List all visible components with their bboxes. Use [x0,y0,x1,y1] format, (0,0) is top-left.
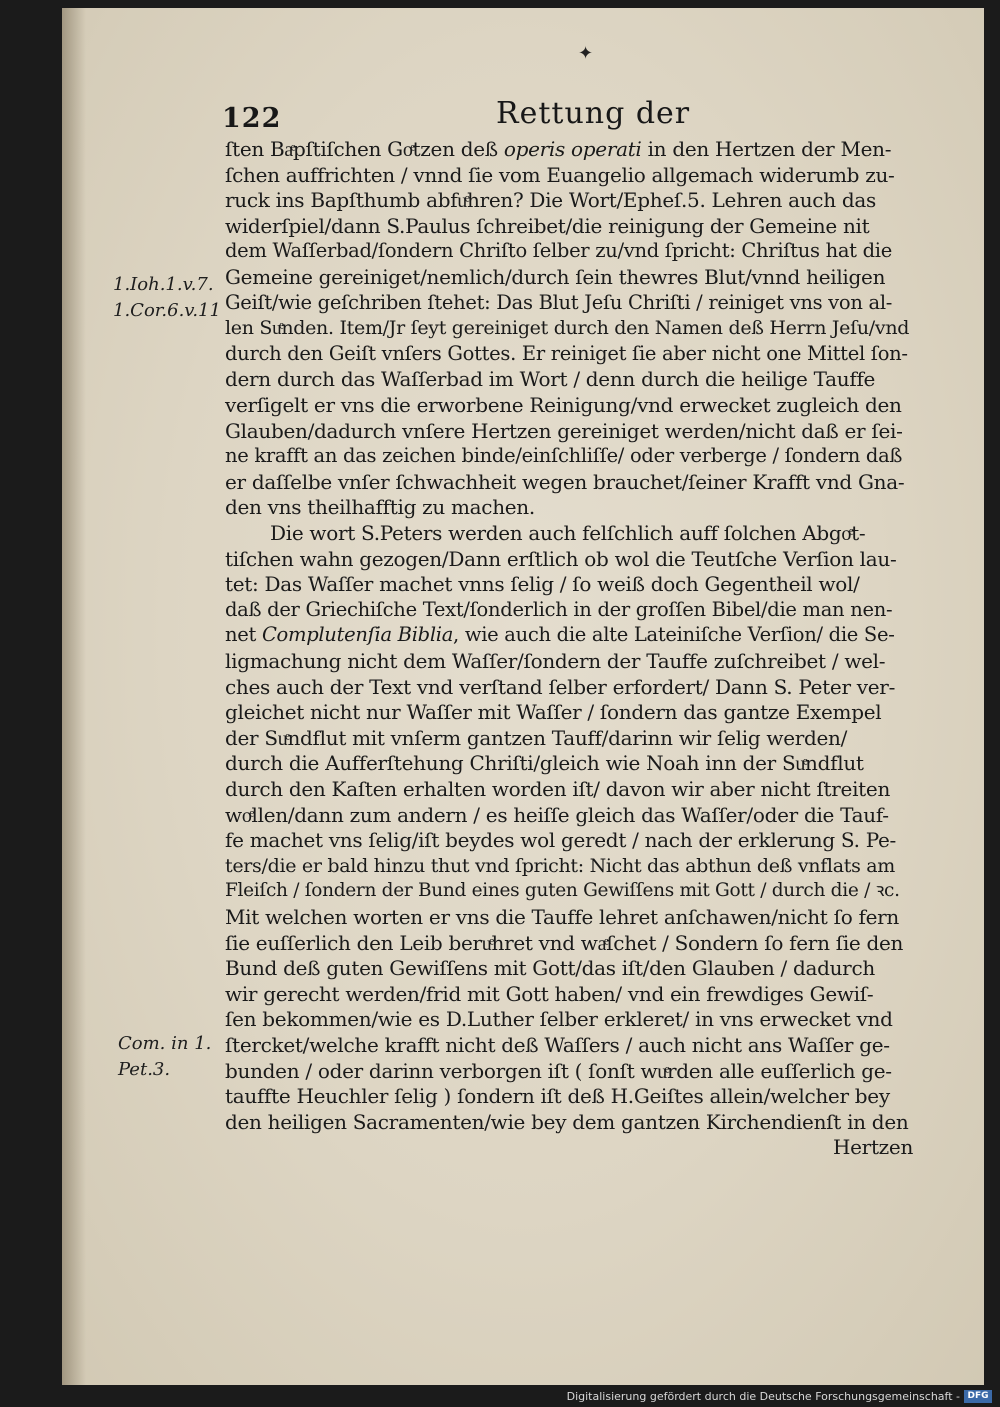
text-line: daß der Griechiſche Text/ſonderlich in der groſſen Bibel/die man nen- [225,597,893,621]
text-line: Mit welchen worten er vns die Tauffe lehret anſchawen/nicht ſo fern [225,905,899,929]
text-line: durch den Kaſten erhalten worden iſt/ davon wir aber nicht ſtreiten [225,777,891,801]
text-line: durch den Geiſt vnſers Gottes. Er reiniget ſie aber nicht one Mittel ſon- [225,341,908,365]
marginal-note: Pet.3. [118,1059,171,1080]
text-line: dern durch das Waſſerbad im Wort / denn durch die heilige Tauffe [225,367,876,392]
text-line: gleichet nicht nur Waſſer mit Waſſer / ſondern das gantze Exempel [225,700,882,725]
text-line: ſen bekommen/wie es D.Luther ſelber erkleret/ in vns erwecket vnd [225,1007,893,1032]
text-line: bunden / oder darinn verborgen iſt ( ſonſt wuͤrden alle euſſerlich ge- [225,1058,892,1083]
text-line: len Suͤnden. Item/Jr ſeyt gereiniget durch den Namen deß Herrn Jeſu/vnd [225,317,910,340]
text-line: tiſchen wahn gezogen/Dann erſtlich ob wol die Teutſche Verſion lau- [225,546,897,571]
text-line: Geiſt/wie geſchriben ſtehet: Das Blut Jeſu Chriſti / reiniget vns von al- [225,290,893,314]
text-line: ligmachung nicht dem Waſſer/ſondern der Tauffe zuſchreibet / wel- [225,649,886,673]
text-line: ruck ins Bapſthumb abfuͤhren? Die Wort/Epheſ.5. Lehren auch das [225,188,876,213]
ornament-mark: ✦ [578,43,594,64]
catchword: Hertzen [833,1135,914,1160]
text-line: widerſpiel/dann S.Paulus ſchreibet/die reinigung der Gemeine nit [225,213,870,238]
text-line: net Complutenſia Biblia, wie auch die alte Lateiniſche Verſion/ die Se- [225,623,895,647]
text-line: verſigelt er vns die erworbene Reinigung/vnd erwecket zugleich den [225,393,902,417]
text-line: wir gerecht werden/frid mit Gott haben/ vnd ein frewdiges Gewiſ- [225,981,874,1006]
text-line: ters/die er bald hinzu thut vnd ſpricht: Nicht das abthun deß vnflats am [225,854,895,877]
text-line: Fleiſch / ſondern der Bund eines guten Gewiſſens mit Gott / durch die / ꝛc. [225,880,900,902]
text-line: Gemeine gereiniget/nemlich/durch ſein thewres Blut/vnnd heiligen [225,265,886,289]
marginal-note: 1.Cor.6.v.11 [113,300,221,321]
text-line: ſie euſſerlich den Leib beruͤhret vnd waͤſchet / Sondern ſo fern ſie den [225,930,904,955]
text-line: Bund deß guten Gewiſſens mit Gott/das iſt/den Glauben / dadurch [225,956,875,981]
text-line: ſten Baͤpſtiſchen Goͤtzen deß operis operati in den Hertzen der Men- [225,137,892,161]
text-line: tauffte Heuchler ſelig ) ſondern iſt deß H.Geiſtes allein/welcher bey [225,1084,890,1109]
text-line: ſtercket/welche krafft nicht deß Waſſers / auch nicht ans Waſſer ge- [225,1033,890,1057]
marginal-note: Com. in 1. [118,1033,212,1054]
text-line: dem Waſſerbad/ſondern Chriſto ſelber zu/vnd ſpricht: Chriſtus hat die [225,239,892,263]
text-line: er daſſelbe vnſer ſchwachheit wegen brauchet/ſeiner Krafft vnd Gna- [225,469,905,494]
text-line: ne krafft an das zeichen binde/einſchliſſe/ oder verberge / ſondern daß [225,444,903,468]
text-line: Die wort S.Peters werden auch felſchlich auff ſolchen Abgoͤt- [270,521,866,545]
footer-bar [0,1388,1000,1407]
text-line: ſchen auffrichten / vnnd ſie vom Euangelio allgemach widerumb zu- [225,162,895,187]
text-line: ches auch der Text vnd verſtand ſelber erfordert/ Dann S. Peter ver- [225,674,896,699]
text-line: den vns theilhafftig zu machen. [225,495,535,520]
dfg-logo: DFG [964,1390,992,1403]
page-gutter-shadow [62,8,86,1385]
marginal-note: 1.Ioh.1.v.7. [113,274,214,295]
page-number: 122 [222,103,282,134]
text-line: Glauben/dadurch vnſere Hertzen gereiniget werden/nicht daß er ſei- [225,418,903,443]
text-line: tet: Das Waſſer machet vnns ſelig / ſo weiß doch Gegentheil wol/ [225,572,860,597]
funding-notice: Digitalisierung gefördert durch die Deutsche Forschungsgemeinschaft - [566,1390,960,1403]
text-line: der Suͤndflut mit vnſerm gantzen Tauff/darinn wir ſelig werden/ [225,725,848,750]
text-line: den heiligen Sacramenten/wie bey dem gantzen Kirchendienſt in den [225,1109,909,1134]
text-line: fe machet vns ſelig/iſt beydes wol geredt / nach der erklerung S. Pe- [225,828,896,853]
text-line: durch die Aufferſtehung Chriſti/gleich wie Noah inn der Suͤndflut [225,751,864,776]
running-head: Rettung der [496,96,691,131]
text-line: woͤllen/dann zum andern / es heiſſe gleich das Waſſer/oder die Tauf- [225,802,889,827]
